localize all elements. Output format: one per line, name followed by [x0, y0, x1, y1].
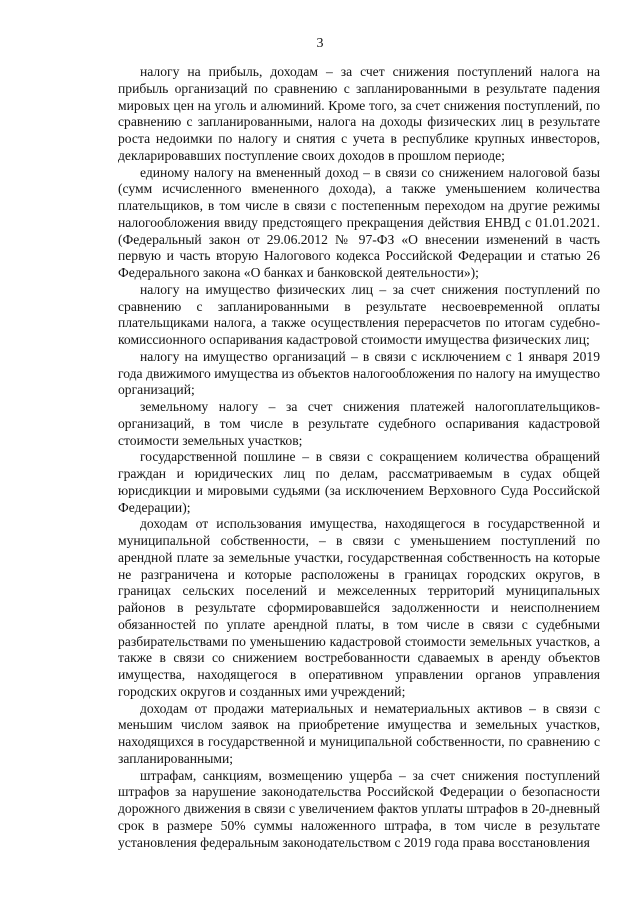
- paragraph-state-duty: государственной пошлине – в связи с сокращением количества обращений граждан и юридических лиц по делам, рассматриваемым в судах общей юрисдикции и мировыми судьями (за исключением Верховного Суда Российской Федерации);: [118, 449, 600, 515]
- paragraph-property-use-income: доходам от использования имущества, находящегося в государственной и муниципальной собственности, – в связи с уменьшением поступлений по арендной плате за земельные участки, государственная собственность на которые не разграничена и которые расположены в границах городских округов, в границах сельских поселений и межселенных территорий муниципальных районов в результате сформировавшейся задолженности и неисполнением обязанностей по уплате арендной платы, в том числе в связи с судебными разбирательствами по уменьшению кадастровой стоимости земельных участков, а также в связи со снижением востребованности сдаваемых в аренду объектов имущества, находящегося в оперативном управлении органов управления городских округов и созданных ими учреждений;: [118, 516, 600, 699]
- page-number: 3: [316, 36, 324, 51]
- paragraph-land-tax: земельному налогу – за счет снижения платежей налогоплательщиков-организаций, в том числе в результате судебного оспаривания кадастровой стоимости земельных участков;: [118, 399, 600, 448]
- paragraph-envd: единому налогу на вмененный доход – в связи со снижением налоговой базы (сумм исчисленного вмененного дохода), а также уменьшением количества плательщиков, в том числе в связи с постепенным переходом на другие режимы налогообложения ввиду предстоящего прекращения действия ЕНВД с 01.01.2021. (Федеральный закон от 29.06.2012 № 97-ФЗ «О внесении изменений в часть первую и часть вторую Налогового кодекса Российской Федерации и статью 26 Федерального закона «О банках и банковской деятельности»);: [118, 164, 600, 280]
- paragraph-personal-property-tax: налогу на имущество физических лиц – за счет снижения поступлений по сравнению с запланированными в результате несвоевременной оплаты плательщиками налога, а также осуществления перерасчетов по итогам судебно-комиссионного оспаривания кадастровой стоимости имущества физических лиц;: [118, 281, 600, 347]
- paragraph-profit-tax: налогу на прибыль, доходам – за счет снижения поступлений налога на прибыль организаций по сравнению с запланированными в результате падения мировых цен на уголь и алюминий. Кроме того, за счет снижения поступлений, по сравнению с запланированными, налога на доходы физических лиц в результате роста недоимки по налогу и снятия с учета в республике крупных инвесторов, декларировавших поступление своих доходов в прошлом периоде;: [118, 64, 600, 163]
- paragraph-asset-sales-income: доходам от продажи материальных и нематериальных активов – в связи с меньшим числом заявок на приобретение имущества и земельных участков, находящихся в государственной и муниципальной собственности, по сравнению с запланированными;: [118, 700, 600, 766]
- paragraph-fines: штрафам, санкциям, возмещению ущерба – за счет снижения поступлений штрафов за нарушение законодательства Российской Федерации о безопасности дорожного движения в связи с увеличением фактов уплаты штрафов в 20-дневный срок в размере 50% суммы наложенного штрафа, в том числе в результате установления федеральным законодательством с 2019 года права восстановления: [118, 767, 600, 850]
- document-body: [118, 64, 600, 851]
- paragraph-organization-property-tax: налогу на имущество организаций – в связи с исключением с 1 января 2019 года движимого имущества из объектов налогообложения по налогу на имущество организаций;: [118, 348, 600, 398]
